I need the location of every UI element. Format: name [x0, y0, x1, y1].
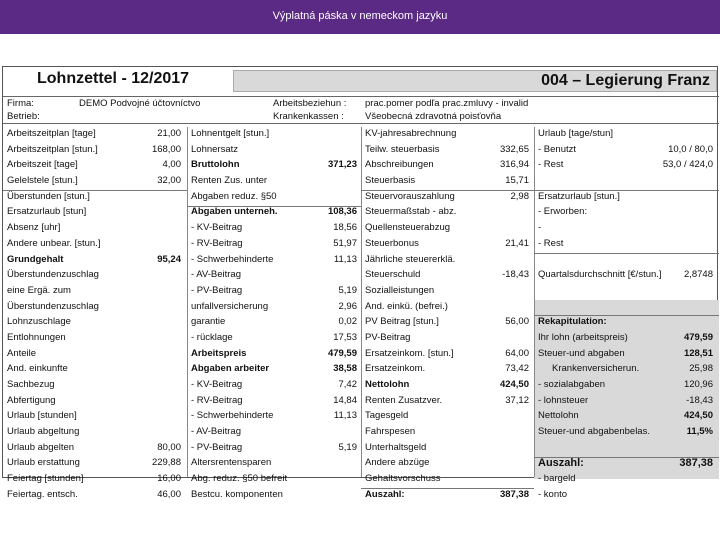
col2-label: unfallversicherung [191, 300, 269, 312]
col3-value: 73,42 [505, 363, 529, 375]
col3-label: Steuermaßstab - abz. [365, 206, 457, 218]
col1-label: Urlaub [stunden] [7, 410, 77, 422]
col1-value: 21,00 [157, 128, 181, 139]
col2-label: - AV-Beitrag [191, 269, 241, 281]
col1-label: Entlohnungen [7, 331, 66, 343]
col2-label: Abgaben arbeiter [191, 363, 270, 375]
col1-label: eine Ergä. zum [7, 284, 71, 296]
col2-label: Lohnersatz [191, 143, 239, 155]
table-row [3, 425, 719, 441]
col4-value: 424,50 [683, 410, 713, 422]
col3-label: Renten Zusatzver. [365, 394, 443, 406]
table-row [3, 253, 719, 269]
info-block [3, 96, 719, 124]
col2-value: 11,13 [333, 253, 357, 265]
table-row [3, 284, 719, 300]
col1-label: Grundgehalt [7, 253, 64, 265]
table-row [3, 300, 719, 316]
col1-value: 80,00 [157, 441, 181, 453]
col3-value: 316,94 [499, 159, 529, 171]
col1-label: Überstundenzuschlag [7, 300, 99, 312]
col2-label: - Schwerbehinderte [191, 410, 274, 422]
col4-label: Ihr lohn (arbeitspreis) [538, 331, 628, 343]
col2-label: Bestcu. komponenten [191, 488, 283, 500]
kranken-value: Všeobecná zdravotná poisťovňa [365, 111, 502, 122]
table-row [3, 362, 719, 378]
col4-label: - konto [538, 488, 568, 500]
col3-label: Steuerschuld [365, 269, 421, 281]
col2-label: Abg. reduz. §50 befreit [191, 473, 288, 485]
col3-value: 64,00 [505, 347, 529, 359]
col3-label: Jährliche steuererklä. [365, 253, 456, 265]
col2-label: garantie [191, 316, 226, 328]
col3-label: PV Beitrag [stun.] [365, 316, 439, 328]
col3-label: Ersatzeinkom. [365, 363, 426, 375]
col1-label: Anteile [7, 347, 37, 359]
col4-value: 128,51 [683, 347, 713, 359]
col3-label: Sozialleistungen [365, 284, 435, 296]
col3-label: Steuervorauszahlung [365, 190, 455, 202]
col2-value: 371,23 [327, 159, 357, 171]
col3-label: Unterhaltsgeld [365, 441, 427, 453]
col3-label: Quellensteuerabzug [365, 222, 451, 234]
row-separator [361, 190, 534, 191]
col2-value: 7,42 [338, 379, 357, 390]
row-separator [534, 315, 719, 316]
table-row [3, 409, 719, 425]
col3-label: Ersatzeinkom. [stun.] [365, 347, 454, 359]
table-row [3, 378, 719, 394]
col1-label: Lohnzuschlage [7, 316, 71, 328]
col1-label: Überstundenzuschlag [7, 269, 99, 281]
col2-value: 479,59 [327, 347, 357, 359]
col2-label: Bruttolohn [191, 159, 240, 171]
col4-label: Rekapitulation: [538, 316, 607, 328]
table-row [3, 268, 719, 284]
table-row [3, 190, 719, 206]
col1-label: Absenz [uhr] [7, 222, 61, 234]
col1-value: 46,00 [157, 488, 181, 500]
col2-value: 5,19 [338, 284, 357, 296]
col2-label: - KV-Beitrag [191, 222, 243, 234]
col2-value: 5,19 [338, 441, 357, 453]
col4-label: Steuer-und abgabenbelas. [538, 426, 650, 438]
table-row [3, 441, 719, 457]
col3-label: PV-Beitrag [365, 331, 411, 343]
col4-label: - Benutzt [538, 143, 577, 155]
table-row [3, 394, 719, 410]
col3-label: Andere abzüge [365, 457, 430, 469]
table-row [3, 315, 719, 331]
col2-label: Renten Zus. unter [191, 175, 268, 187]
col1-label: Ersatzurlaub [stun] [7, 206, 87, 218]
col1-label: Urlaub erstattung [7, 457, 80, 469]
col2-label: Abgaben unterneh. [191, 206, 278, 218]
row-separator [187, 206, 361, 207]
arbeit-label: Arbeitsbeziehun : [273, 98, 347, 109]
col1-value: 4,00 [162, 159, 181, 171]
row-separator [534, 457, 719, 458]
payslip-header [5, 67, 717, 95]
payslip-title: Lohnzettel - 12/2017 [37, 70, 190, 87]
col4-value: 120,96 [683, 379, 713, 390]
col4-label: - Erworben: [538, 206, 588, 218]
col4-label: Krankenversicherun. [552, 363, 640, 375]
col4-value: 2,8748 [683, 269, 713, 281]
row-separator [534, 253, 719, 254]
table-row [3, 127, 719, 143]
col1-label: Arbeitszeit [tage] [7, 159, 78, 171]
table-row [3, 347, 719, 363]
row-separator [3, 190, 187, 191]
col4-label: - bargeld [538, 473, 576, 485]
col1-label: Urlaub abgeltung [7, 426, 80, 438]
col1-label: Überstunden [stun.] [7, 190, 90, 202]
col1-value: 32,00 [157, 175, 181, 187]
col1-label: Feiertag. entsch. [7, 488, 78, 500]
col3-value: -18,43 [502, 269, 529, 281]
col4-value: 11,5% [686, 426, 713, 438]
col2-value: 38,58 [333, 363, 357, 375]
col2-label: Abgaben reduz. §50 [191, 190, 277, 202]
col2-label: Arbeitspreis [191, 347, 247, 359]
col1-label: Gelelstele [stun.] [7, 175, 78, 187]
col1-label: Urlaub abgelten [7, 441, 75, 453]
payslip [2, 66, 718, 500]
firma-label: Firma: [7, 98, 34, 109]
col2-value: 14,84 [333, 394, 357, 406]
col2-label: - RV-Beitrag [191, 237, 243, 249]
table-row [3, 472, 719, 488]
col4-label: Urlaub [tage/stun] [538, 128, 613, 139]
col2-value: 2,96 [338, 300, 357, 312]
col2-label: - Schwerbehinderte [191, 253, 274, 265]
col4-label: - [538, 222, 542, 234]
col1-label: Arbeitszeitplan [tage] [7, 128, 96, 139]
employee-banner [233, 70, 717, 92]
col3-value: 387,38 [499, 488, 529, 500]
col4-label: - Rest [538, 237, 564, 249]
col3-value: 15,71 [505, 175, 529, 187]
col2-value: 51,97 [333, 237, 357, 249]
col4-label: Steuer-und abgaben [538, 347, 625, 359]
row-separator [361, 488, 534, 489]
col4-value: 10,0 / 80,0 [668, 143, 713, 155]
employee-name: 004 – Legierung Franz [541, 72, 710, 89]
table-row [3, 456, 719, 472]
col4-label: Ersatzurlaub [stun.] [538, 190, 620, 202]
table-row [3, 174, 719, 190]
col2-label: - rücklage [191, 331, 233, 343]
table-row [3, 488, 719, 504]
col3-label: Gehaltsvorschuss [365, 473, 441, 485]
col1-label: Feiertag [stunden] [7, 473, 84, 485]
col2-value: 11,13 [333, 410, 357, 422]
table-row [3, 143, 719, 159]
col1-label: Abfertigung [7, 394, 56, 406]
col3-value: 37,12 [505, 394, 529, 406]
col4-value: 387,38 [679, 457, 713, 470]
col2-label: - PV-Beitrag [191, 441, 243, 453]
col1-value: 95,24 [157, 253, 181, 265]
table-row [3, 221, 719, 237]
kranken-label: Krankenkassen : [273, 111, 344, 122]
col4-value: 25,98 [689, 363, 713, 375]
col1-value: 229,88 [151, 457, 181, 469]
col3-label: Nettolohn [365, 379, 410, 390]
col3-label: Tagesgeld [365, 410, 409, 422]
col3-label: Steuerbonus [365, 237, 419, 249]
col4-label: Nettolohn [538, 410, 579, 422]
col4-label: Auszahl: [538, 457, 584, 470]
col2-label: Altersrentensparen [191, 457, 272, 469]
col4-value: 479,59 [683, 331, 713, 343]
col1-value: 16,00 [157, 473, 181, 485]
col3-label: Steuerbasis [365, 175, 416, 187]
col3-value: 21,41 [505, 237, 529, 249]
table-row [3, 237, 719, 253]
col1-value: 168,00 [151, 143, 181, 155]
table-row [3, 205, 719, 221]
col3-label: Teilw. steuerbasis [365, 143, 440, 155]
col3-label: Fahrspesen [365, 426, 416, 438]
col4-label: - sozialabgaben [538, 379, 606, 390]
col3-value: 424,50 [499, 379, 529, 390]
betrieb-label: Betrieb: [7, 111, 40, 122]
col4-label: - lohnsteuer [538, 394, 589, 406]
col3-value: 56,00 [505, 316, 529, 328]
col4-label: Quartalsdurchschnitt [€/stun.] [538, 269, 662, 281]
col3-label: And. einkü. (befrei.) [365, 300, 448, 312]
slide-title-bar [0, 0, 720, 34]
col1-label: Sachbezug [7, 379, 55, 390]
table-row [3, 158, 719, 174]
col3-value: 332,65 [499, 143, 529, 155]
col2-label: - KV-Beitrag [191, 379, 243, 390]
col3-label: Abschreibungen [365, 159, 434, 171]
col2-label: - AV-Beitrag [191, 426, 241, 438]
col2-label: - PV-Beitrag [191, 284, 243, 296]
col2-label: - RV-Beitrag [191, 394, 243, 406]
arbeit-value: prac.pomer podľa prac.zmluvy - invalid [365, 98, 529, 109]
slide-title: Výplatná páska v nemeckom jazyku [272, 10, 448, 22]
col4-label: - Rest [538, 159, 564, 171]
col4-value: -18,43 [686, 394, 713, 406]
col1-label: Andere unbear. [stun.] [7, 237, 101, 249]
col1-label: Arbeitszeitplan [stun.] [7, 143, 98, 155]
col2-value: 108,36 [327, 206, 357, 218]
row-separator [534, 190, 719, 191]
col2-value: 0,02 [338, 316, 357, 328]
col3-value: 2,98 [510, 190, 529, 202]
firma-value: DEMO Podvojné účtovníctvo [79, 98, 201, 109]
col1-label: And. einkunfte [7, 363, 68, 375]
table-row [3, 331, 719, 347]
col3-label: Auszahl: [365, 488, 405, 500]
col2-value: 18,56 [333, 222, 357, 234]
col2-value: 17,53 [333, 331, 357, 343]
col2-label: Lohnentgelt [stun.] [191, 128, 270, 139]
col4-value: 53,0 / 424,0 [662, 159, 713, 171]
col3-label: KV-jahresabrechnung [365, 128, 457, 139]
